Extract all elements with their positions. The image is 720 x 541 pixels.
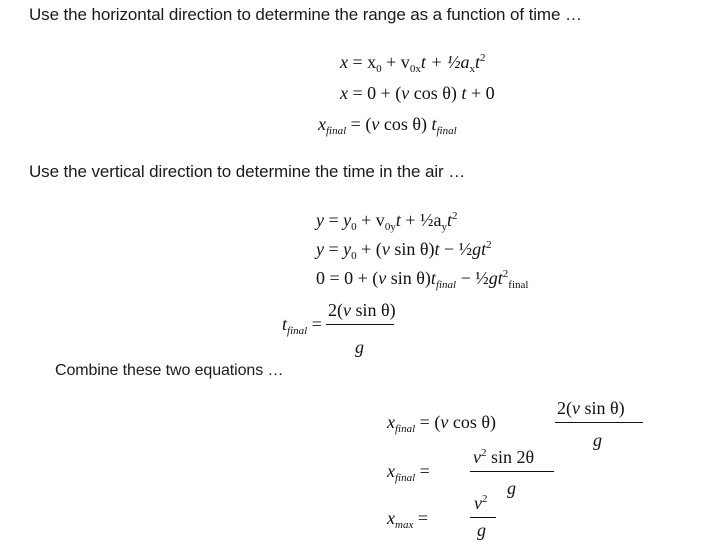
equation-combined-1-denominator: g	[593, 430, 602, 450]
equation-vertical-1: $y = y_0 + v_{0y}t$ + $\frac{1}{2}a_yt^2$	[316, 210, 458, 233]
equation-combined-1-numerator: 2(v sin θ)	[557, 398, 625, 418]
equation-combined-2-numerator: $v^2$ sin 2θ	[473, 447, 535, 467]
fraction-bar-combined-2	[470, 471, 554, 472]
equation-vertical-4-denominator: g	[355, 337, 364, 357]
equation-vertical-2: $y = y_0 + (v$ $\sin \theta)t - \frac{1}{2}gt^2$	[316, 239, 492, 262]
heading-combine: Combine these two equations …	[55, 362, 284, 379]
equation-combined-2-lhs: $x_{final}$ =	[387, 461, 430, 484]
equation-combined-3-numerator: $v^2$	[474, 493, 488, 513]
equation-horizontal-2: x = 0 + (v cos θ) t + 0	[340, 83, 495, 103]
equation-vertical-4-numerator: 2(v sin θ)	[328, 300, 396, 320]
equation-vertical-4-lhs: $t_{final}$ =	[282, 314, 322, 337]
fraction-bar-combined-3	[470, 517, 496, 518]
equation-combined-2-denominator: g	[507, 478, 516, 498]
fraction-bar-t-final	[326, 324, 394, 325]
heading-vertical: Use the vertical direction to determine the time in the air …	[29, 162, 466, 181]
equation-combined-1-lhs: $x_{final} = (v$ cos θ)	[387, 412, 496, 435]
equation-vertical-3: 0 = 0 + (v $\sin \theta)t_{final}$ − $\frac{1}{2}gt^2_{final}$	[316, 268, 529, 291]
equation-combined-3-lhs: $x_{max}$ =	[387, 508, 428, 531]
equation-horizontal-3: $x_{final} = (v$ cos θ) $t_{final}$	[318, 114, 457, 137]
equation-combined-3-denominator: g	[477, 520, 486, 540]
fraction-bar-combined-1	[555, 422, 643, 423]
equation-horizontal-1: $x = x_0 + v_{0x}t$ + $\frac{1}{2}a_xt^2$	[340, 52, 486, 75]
heading-horizontal: Use the horizontal direction to determine the range as a function of time …	[29, 5, 582, 24]
